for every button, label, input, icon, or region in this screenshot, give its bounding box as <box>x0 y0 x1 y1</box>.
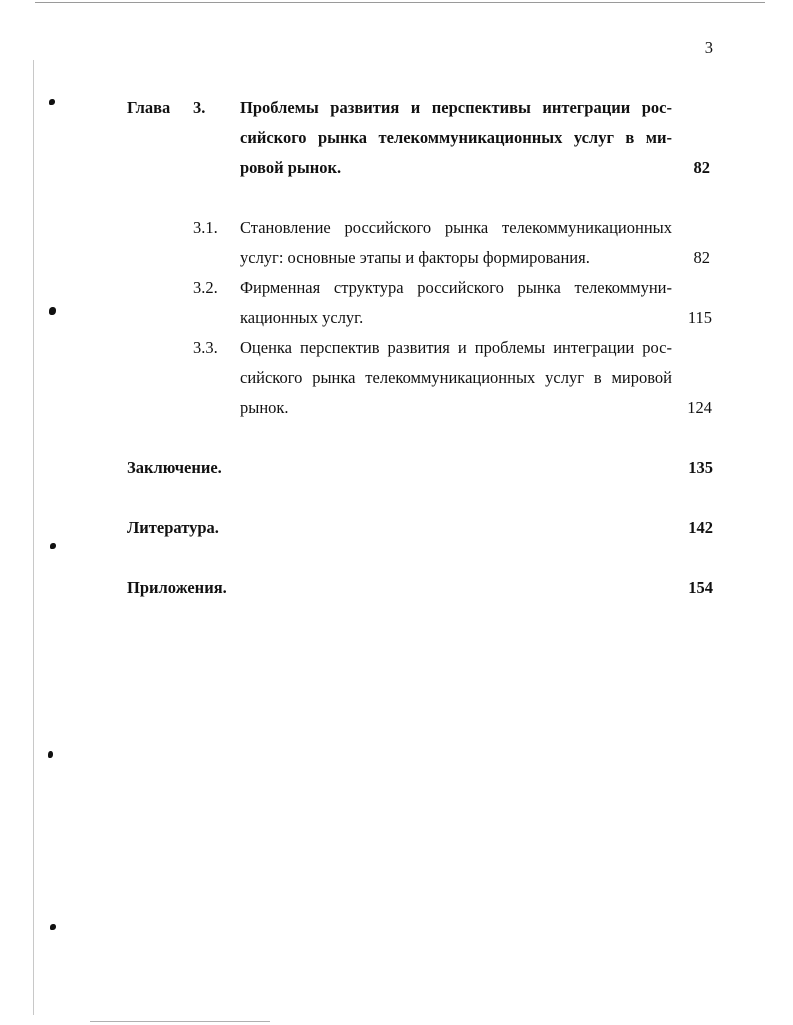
scan-edge-bottom <box>90 1021 270 1022</box>
scan-speck <box>49 99 55 105</box>
scan-speck <box>50 924 56 930</box>
scan-speck <box>49 307 56 315</box>
section-title-line: услуг: основные этапы и факторы формирования. <box>240 248 590 267</box>
section-number: 3.2. <box>193 278 218 297</box>
chapter-title-line: сийского рынка телекоммуникационных услуг в ми- <box>240 128 672 147</box>
scan-edge-top <box>35 2 765 3</box>
chapter-label: Глава <box>127 98 171 117</box>
chapter-number: 3. <box>193 98 206 117</box>
section-title-line: Фирменная структура российского рынка телекоммуни- <box>240 278 672 297</box>
scan-edge-left <box>33 60 34 1015</box>
chapter-title-line: Проблемы развития и перспективы интеграции рос- <box>240 98 672 117</box>
section-title-line: сийского рынка телекоммуникационных услуг в мировой <box>240 368 672 387</box>
section-title-line: Оценка перспектив развития и проблемы интеграции рос- <box>240 338 672 357</box>
backmatter-title: Литература. <box>127 518 219 537</box>
backmatter-page: 135 <box>688 458 713 477</box>
section-page: 124 <box>687 398 712 417</box>
backmatter-page: 142 <box>688 518 713 537</box>
section-title-line: Становление российского рынка телекоммуникационных <box>240 218 672 237</box>
scan-speck <box>50 543 56 549</box>
chapter-title-line: ровой рынок. <box>240 158 342 177</box>
section-title-line: рынок. <box>240 398 289 417</box>
section-number: 3.1. <box>193 218 218 237</box>
backmatter-title: Заключение. <box>127 458 222 477</box>
chapter-page: 82 <box>693 158 710 177</box>
section-title-line: кационных услуг. <box>240 308 364 327</box>
section-page: 82 <box>693 248 710 267</box>
backmatter-title: Приложения. <box>127 578 227 597</box>
section-number: 3.3. <box>193 338 218 357</box>
section-page: 115 <box>687 308 712 327</box>
scan-speck <box>48 751 53 758</box>
page-number: 3 <box>704 38 713 57</box>
backmatter-page: 154 <box>688 578 713 597</box>
